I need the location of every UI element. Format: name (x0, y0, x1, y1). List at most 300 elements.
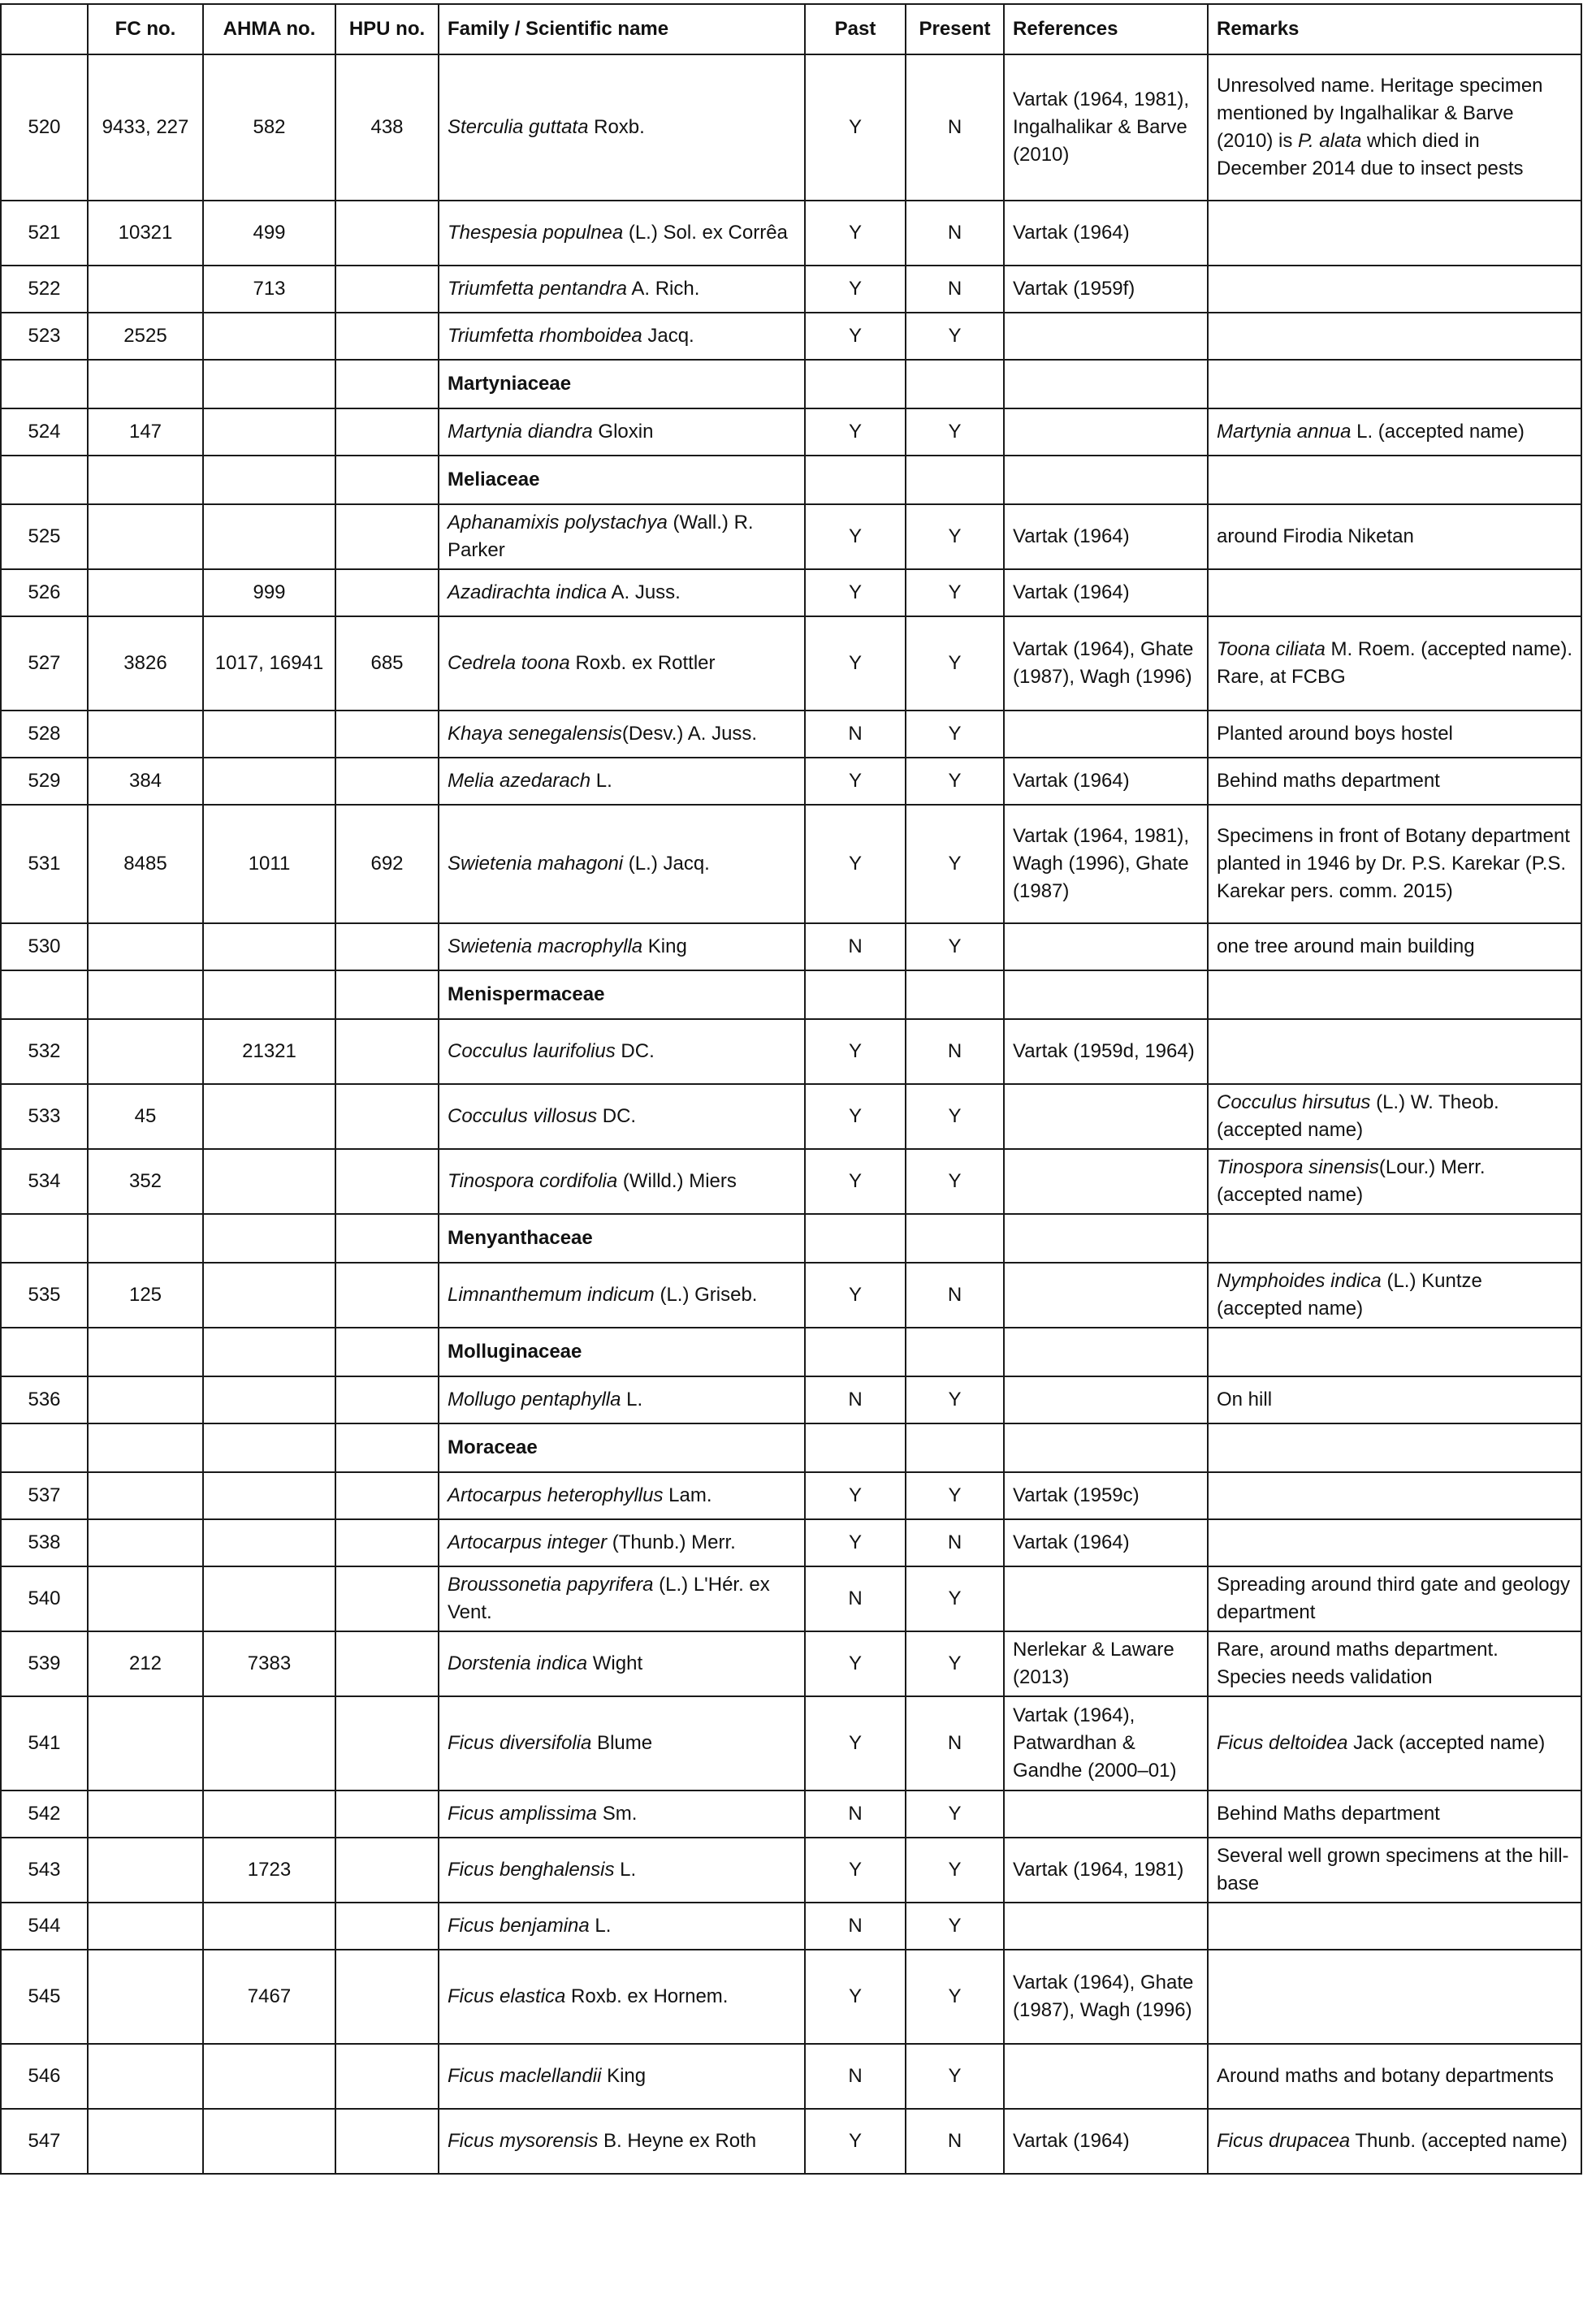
scientific-name-cell (439, 805, 805, 923)
present-cell: Y (906, 1566, 1004, 1631)
past-cell: Y (805, 313, 906, 360)
ahma-cell (203, 1696, 335, 1791)
ahma-cell (203, 1376, 335, 1423)
scientific-name: Triumfetta pentandra (448, 278, 628, 300)
references-cell: Vartak (1964, 1981), Wagh (1996), Ghate (1987) (1004, 805, 1208, 923)
serial-cell (1, 1423, 88, 1472)
scientific-name: Cocculus villosus (448, 1105, 598, 1127)
remarks-cell (1208, 1263, 1581, 1328)
family-row (1, 1328, 1581, 1376)
scientific-name: Mollugo pentaphylla (448, 1389, 621, 1410)
hpu-cell (335, 1903, 439, 1950)
past-cell: Y (805, 201, 906, 266)
scientific-name-cell (439, 2044, 805, 2109)
ahma-cell (203, 1903, 335, 1950)
ahma-cell (203, 408, 335, 456)
species-row (1, 2109, 1581, 2174)
fc-cell (88, 1214, 203, 1263)
hpu-cell (335, 1631, 439, 1696)
present-cell: N (906, 1519, 1004, 1566)
ahma-cell (203, 1566, 335, 1631)
ahma-cell: 1017, 16941 (203, 616, 335, 711)
references-cell (1004, 360, 1208, 408)
fc-cell (88, 1950, 203, 2044)
author-citation: King (601, 2065, 647, 2087)
past-cell (805, 456, 906, 504)
species-row (1, 1903, 1581, 1950)
serial-cell: 527 (1, 616, 88, 711)
serial-cell: 540 (1, 1566, 88, 1631)
scientific-name-cell (439, 313, 805, 360)
scientific-name-cell (439, 504, 805, 569)
scientific-name-cell (439, 758, 805, 805)
remarks-cell (1208, 1631, 1581, 1696)
hpu-cell (335, 1696, 439, 1791)
remark-text: On hill (1217, 1389, 1273, 1410)
remarks-cell (1208, 54, 1581, 201)
author-citation: Lam. (663, 1484, 712, 1506)
scientific-name-cell (439, 1019, 805, 1084)
ahma-cell (203, 2109, 335, 2174)
hpu-cell (335, 923, 439, 970)
hpu-cell (335, 201, 439, 266)
present-cell: Y (906, 1903, 1004, 1950)
past-cell: N (805, 1903, 906, 1950)
author-citation: Blume (591, 1732, 653, 1754)
references-cell: Vartak (1964), Ghate (1987), Wagh (1996) (1004, 1950, 1208, 2044)
fc-cell (88, 456, 203, 504)
references-cell (1004, 1263, 1208, 1328)
remark-text: Jack (accepted name) (1347, 1732, 1546, 1754)
hpu-cell (335, 970, 439, 1019)
remarks-cell (1208, 1838, 1581, 1903)
scientific-name-cell (439, 1376, 805, 1423)
fc-cell (88, 923, 203, 970)
present-cell: Y (906, 1631, 1004, 1696)
fc-cell (88, 504, 203, 569)
scientific-name: Sterculia guttata (448, 116, 589, 138)
fc-cell: 10321 (88, 201, 203, 266)
family-row (1, 1214, 1581, 1263)
fc-cell (88, 1423, 203, 1472)
species-row (1, 313, 1581, 360)
fc-cell: 125 (88, 1263, 203, 1328)
present-cell (906, 360, 1004, 408)
past-cell: Y (805, 504, 906, 569)
fc-cell: 45 (88, 1084, 203, 1149)
remark-text: Cocculus hirsutus (1217, 1091, 1371, 1113)
present-cell: N (906, 1019, 1004, 1084)
hpu-cell (335, 758, 439, 805)
serial-cell: 524 (1, 408, 88, 456)
references-cell (1004, 1566, 1208, 1631)
remark-text: around Firodia Niketan (1217, 525, 1414, 547)
fc-cell (88, 711, 203, 758)
fc-cell: 352 (88, 1149, 203, 1214)
ahma-cell (203, 1423, 335, 1472)
ahma-cell (203, 360, 335, 408)
past-cell: Y (805, 1519, 906, 1566)
present-cell: Y (906, 504, 1004, 569)
ahma-cell: 713 (203, 266, 335, 313)
remarks-cell (1208, 1903, 1581, 1950)
hpu-cell: 438 (335, 54, 439, 201)
scientific-name-cell (439, 201, 805, 266)
remarks-cell (1208, 1423, 1581, 1472)
fc-cell (88, 1696, 203, 1791)
references-cell: Vartak (1964) (1004, 201, 1208, 266)
references-cell (1004, 970, 1208, 1019)
scientific-name: Thespesia populnea (448, 222, 624, 244)
present-cell: Y (906, 923, 1004, 970)
author-citation: L. (589, 1915, 612, 1937)
remark-text: (Lour.) Merr. (accepted name) (1217, 1156, 1486, 1206)
fc-cell (88, 1328, 203, 1376)
past-cell: N (805, 711, 906, 758)
serial-cell: 539 (1, 1631, 88, 1696)
present-cell: N (906, 54, 1004, 201)
author-citation: A. Rich. (627, 278, 700, 300)
remarks-cell (1208, 2109, 1581, 2174)
species-row (1, 1838, 1581, 1903)
fc-cell: 3826 (88, 616, 203, 711)
ahma-cell (203, 970, 335, 1019)
species-row (1, 1566, 1581, 1631)
scientific-name-cell (439, 923, 805, 970)
hpu-cell: 692 (335, 805, 439, 923)
present-cell: Y (906, 408, 1004, 456)
references-cell (1004, 1791, 1208, 1838)
species-row (1, 616, 1581, 711)
header-serial (1, 4, 88, 54)
author-citation: A. Juss. (607, 581, 681, 603)
references-cell (1004, 711, 1208, 758)
references-cell (1004, 1423, 1208, 1472)
present-cell: N (906, 201, 1004, 266)
past-cell: Y (805, 408, 906, 456)
remarks-cell (1208, 569, 1581, 616)
species-row (1, 2044, 1581, 2109)
family-row (1, 970, 1581, 1019)
fc-cell (88, 1519, 203, 1566)
fc-cell: 8485 (88, 805, 203, 923)
past-cell: N (805, 1791, 906, 1838)
species-row (1, 201, 1581, 266)
ahma-cell (203, 1791, 335, 1838)
hpu-cell (335, 1519, 439, 1566)
remarks-cell (1208, 970, 1581, 1019)
fc-cell: 9433, 227 (88, 54, 203, 201)
scientific-name: Khaya senegalensis (448, 723, 622, 745)
ahma-cell: 582 (203, 54, 335, 201)
hpu-cell (335, 266, 439, 313)
species-row (1, 504, 1581, 569)
remark-text: which died in December 2014 due to insect pests (1217, 130, 1524, 179)
ahma-cell: 7383 (203, 1631, 335, 1696)
hpu-cell (335, 1214, 439, 1263)
ahma-cell (203, 1472, 335, 1519)
references-cell (1004, 1214, 1208, 1263)
ahma-cell (203, 1084, 335, 1149)
species-row (1, 1696, 1581, 1791)
ahma-cell (203, 1263, 335, 1328)
remarks-cell (1208, 1566, 1581, 1631)
author-citation: DC. (615, 1040, 655, 1062)
species-row (1, 1149, 1581, 1214)
references-cell: Vartak (1959f) (1004, 266, 1208, 313)
present-cell: Y (906, 1950, 1004, 2044)
references-cell (1004, 1903, 1208, 1950)
ahma-cell (203, 758, 335, 805)
scientific-name-cell (439, 1149, 805, 1214)
fc-cell (88, 1019, 203, 1084)
present-cell: Y (906, 569, 1004, 616)
scientific-name: Ficus benghalensis (448, 1859, 615, 1881)
remarks-cell (1208, 1019, 1581, 1084)
serial-cell: 531 (1, 805, 88, 923)
serial-cell: 537 (1, 1472, 88, 1519)
present-cell: Y (906, 1472, 1004, 1519)
scientific-name-cell (439, 54, 805, 201)
hpu-cell (335, 711, 439, 758)
scientific-name-cell (439, 1950, 805, 2044)
species-row (1, 1950, 1581, 2044)
remarks-cell (1208, 2044, 1581, 2109)
scientific-name: Limnanthemum indicum (448, 1284, 655, 1306)
remark-text: Specimens in front of Botany department planted in 1946 by Dr. P.S. Karekar (P.S. Karekar pers. comm. 2015) (1217, 825, 1570, 902)
hpu-cell (335, 1328, 439, 1376)
remark-text: Unresolved name. Heritage specimen mentioned by Ingalhalikar & Barve (2010) is (1217, 75, 1543, 152)
remark-text: Martynia annua (1217, 421, 1352, 443)
remark-text: Behind Maths department (1217, 1803, 1440, 1825)
ahma-cell: 499 (203, 201, 335, 266)
serial-cell (1, 456, 88, 504)
species-row (1, 1631, 1581, 1696)
past-cell: Y (805, 1149, 906, 1214)
ahma-cell (203, 1328, 335, 1376)
remarks-cell (1208, 1214, 1581, 1263)
fc-cell: 212 (88, 1631, 203, 1696)
scientific-name-cell (439, 1903, 805, 1950)
present-cell: Y (906, 2044, 1004, 2109)
past-cell (805, 1423, 906, 1472)
scientific-name-cell (439, 1838, 805, 1903)
past-cell: Y (805, 1472, 906, 1519)
serial-cell: 543 (1, 1838, 88, 1903)
fc-cell (88, 2109, 203, 2174)
present-cell: Y (906, 1791, 1004, 1838)
scientific-name-cell (439, 1791, 805, 1838)
remark-text: one tree around main building (1217, 935, 1475, 957)
scientific-name: Dorstenia indica (448, 1652, 588, 1674)
past-cell: Y (805, 1631, 906, 1696)
author-citation: Roxb. ex Rottler (569, 652, 716, 674)
fc-cell (88, 1791, 203, 1838)
present-cell (906, 1423, 1004, 1472)
references-cell: Vartak (1964), Ghate (1987), Wagh (1996) (1004, 616, 1208, 711)
remarks-cell (1208, 504, 1581, 569)
species-row (1, 1472, 1581, 1519)
ahma-cell (203, 1149, 335, 1214)
author-citation: Jacq. (642, 325, 694, 347)
serial-cell: 525 (1, 504, 88, 569)
species-row (1, 569, 1581, 616)
remark-text: Several well grown specimens at the hill-base (1217, 1845, 1569, 1894)
author-citation: Gloxin (592, 421, 654, 443)
past-cell (805, 1328, 906, 1376)
family-name: Menispermaceae (439, 970, 805, 1019)
references-cell (1004, 1328, 1208, 1376)
hpu-cell (335, 1376, 439, 1423)
serial-cell: 529 (1, 758, 88, 805)
author-citation: Wight (587, 1652, 643, 1674)
family-row (1, 456, 1581, 504)
scientific-name-cell (439, 1566, 805, 1631)
species-row (1, 1084, 1581, 1149)
serial-cell: 530 (1, 923, 88, 970)
species-row (1, 54, 1581, 201)
references-cell (1004, 923, 1208, 970)
header-scientific-name: Family / Scientific name (439, 4, 805, 54)
remark-text: Rare, around maths department. Species needs validation (1217, 1639, 1499, 1688)
ahma-cell (203, 313, 335, 360)
author-citation: (L.) Jacq. (623, 853, 710, 875)
scientific-name-cell (439, 408, 805, 456)
author-citation: King (642, 935, 687, 957)
species-row (1, 1263, 1581, 1328)
ahma-cell: 1723 (203, 1838, 335, 1903)
present-cell: Y (906, 313, 1004, 360)
past-cell: Y (805, 569, 906, 616)
fc-cell (88, 970, 203, 1019)
remark-text: Ficus deltoidea (1217, 1732, 1348, 1754)
references-cell: Vartak (1964, 1981) (1004, 1838, 1208, 1903)
references-cell: Vartak (1964, 1981), Ingalhalikar & Barve (2010) (1004, 54, 1208, 201)
scientific-name: Aphanamixis polystachya (448, 512, 668, 533)
present-cell (906, 970, 1004, 1019)
references-cell (1004, 1084, 1208, 1149)
references-cell: Vartak (1964) (1004, 758, 1208, 805)
remark-text: Nymphoides indica (1217, 1270, 1382, 1292)
hpu-cell (335, 569, 439, 616)
hpu-cell (335, 2044, 439, 2109)
species-row (1, 758, 1581, 805)
scientific-name: Broussonetia papyrifera (448, 1574, 654, 1596)
fc-cell: 384 (88, 758, 203, 805)
remarks-cell (1208, 1519, 1581, 1566)
serial-cell: 544 (1, 1903, 88, 1950)
serial-cell: 526 (1, 569, 88, 616)
scientific-name-cell (439, 1084, 805, 1149)
fc-cell (88, 1566, 203, 1631)
hpu-cell (335, 1263, 439, 1328)
scientific-name: Cocculus laurifolius (448, 1040, 616, 1062)
present-cell: Y (906, 1838, 1004, 1903)
remark-text: (L.) Kuntze (accepted name) (1217, 1270, 1482, 1320)
scientific-name: Ficus amplissima (448, 1803, 598, 1825)
author-citation: (L.) Griseb. (654, 1284, 758, 1306)
scientific-name: Melia azedarach (448, 770, 591, 792)
fc-cell (88, 1903, 203, 1950)
species-row (1, 1519, 1581, 1566)
fc-cell (88, 266, 203, 313)
past-cell: N (805, 1376, 906, 1423)
header-present: Present (906, 4, 1004, 54)
hpu-cell (335, 360, 439, 408)
hpu-cell (335, 504, 439, 569)
past-cell: Y (805, 1838, 906, 1903)
ahma-cell: 7467 (203, 1950, 335, 2044)
present-cell: N (906, 266, 1004, 313)
references-cell: Vartak (1964) (1004, 504, 1208, 569)
ahma-cell (203, 1214, 335, 1263)
past-cell: Y (805, 1263, 906, 1328)
serial-cell (1, 1328, 88, 1376)
scientific-name-cell (439, 616, 805, 711)
scientific-name: Martynia diandra (448, 421, 593, 443)
scientific-name: Ficus maclellandii (448, 2065, 602, 2087)
past-cell: Y (805, 805, 906, 923)
remarks-cell (1208, 1472, 1581, 1519)
past-cell: Y (805, 266, 906, 313)
header-hpu-no: HPU no. (335, 4, 439, 54)
hpu-cell (335, 2109, 439, 2174)
remarks-cell (1208, 201, 1581, 266)
fc-cell (88, 2044, 203, 2109)
author-citation: Roxb. (588, 116, 645, 138)
remarks-cell (1208, 805, 1581, 923)
serial-cell (1, 1214, 88, 1263)
serial-cell: 532 (1, 1019, 88, 1084)
remark-text: Around maths and botany departments (1217, 2065, 1554, 2087)
remarks-cell (1208, 1149, 1581, 1214)
present-cell (906, 1328, 1004, 1376)
past-cell (805, 1214, 906, 1263)
fc-cell (88, 360, 203, 408)
remarks-cell (1208, 923, 1581, 970)
references-cell: Vartak (1964) (1004, 2109, 1208, 2174)
serial-cell: 541 (1, 1696, 88, 1791)
hpu-cell (335, 313, 439, 360)
past-cell: Y (805, 54, 906, 201)
references-cell (1004, 456, 1208, 504)
serial-cell: 521 (1, 201, 88, 266)
author-citation: L. (590, 770, 612, 792)
remark-text: L. (accepted name) (1351, 421, 1525, 443)
fc-cell: 2525 (88, 313, 203, 360)
scientific-name: Tinospora cordifolia (448, 1170, 618, 1192)
hpu-cell (335, 1084, 439, 1149)
past-cell: Y (805, 1084, 906, 1149)
hpu-cell (335, 1838, 439, 1903)
author-citation: (L.) L'Hér. ex Vent. (448, 1574, 770, 1623)
scientific-name: Cedrela toona (448, 652, 570, 674)
hpu-cell (335, 1950, 439, 2044)
hpu-cell (335, 1149, 439, 1214)
species-row (1, 408, 1581, 456)
scientific-name-cell (439, 1519, 805, 1566)
header-remarks: Remarks (1208, 4, 1581, 54)
remark-text: Toona ciliata (1217, 638, 1326, 660)
scientific-name: Artocarpus heterophyllus (448, 1484, 664, 1506)
past-cell: Y (805, 758, 906, 805)
author-citation: Roxb. ex Hornem. (565, 1985, 729, 2007)
header-ahma-no: AHMA no. (203, 4, 335, 54)
present-cell: Y (906, 758, 1004, 805)
scientific-name: Ficus benjamina (448, 1915, 590, 1937)
ahma-cell (203, 1519, 335, 1566)
remarks-cell (1208, 1950, 1581, 2044)
